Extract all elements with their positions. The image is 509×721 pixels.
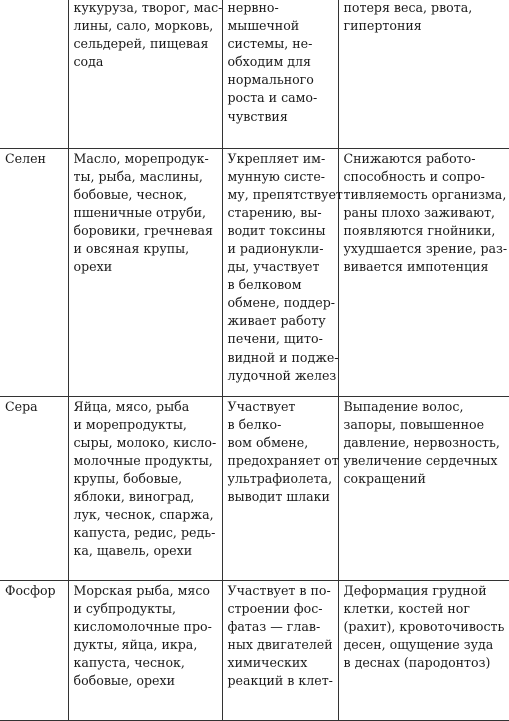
cell-line: бобовые, орехи bbox=[73, 672, 175, 688]
cell-line: кукуруза, творог, мас- bbox=[73, 0, 223, 15]
role-cell bbox=[222, 148, 343, 396]
cell-line: чувствия bbox=[227, 108, 288, 124]
element-cell bbox=[0, 580, 68, 720]
cell-line: Деформация грудной bbox=[343, 582, 487, 598]
cell-line: кисломолочные про- bbox=[73, 618, 212, 634]
cell-line: в белковом bbox=[227, 277, 302, 293]
cell-line: молочные продукты, bbox=[73, 452, 213, 468]
cell-line: лук, чеснок, спаржа, bbox=[73, 507, 214, 523]
cell-line: вом обмене, bbox=[227, 434, 309, 450]
cell-line: орехи bbox=[73, 259, 113, 275]
element-name: Селен bbox=[5, 150, 46, 166]
cell-line: лудочной желез bbox=[227, 367, 337, 383]
cell-line: бобовые, чеснок, bbox=[73, 186, 188, 202]
cell-line: десен, ощущение зуда bbox=[343, 636, 494, 652]
cell-line: (рахит), кровоточивость bbox=[343, 618, 505, 634]
cell-line: и овсяная крупы, bbox=[73, 240, 190, 256]
cell-line: системы, не- bbox=[227, 36, 313, 52]
element-cell bbox=[0, 396, 68, 580]
cell-line: гипертония bbox=[343, 18, 422, 34]
deficiency-cell bbox=[338, 0, 509, 148]
cell-line: тивляемость организма, bbox=[343, 186, 507, 202]
table-row bbox=[0, 580, 509, 720]
cell-line: старению, вы- bbox=[227, 204, 322, 220]
cell-line: нервно- bbox=[227, 0, 279, 15]
sources-cell bbox=[68, 0, 222, 148]
cell-line: мунную систе- bbox=[227, 168, 326, 184]
cell-line: в деснах (пародонтоз) bbox=[343, 654, 491, 670]
cell-line: увеличение сердечных bbox=[343, 452, 498, 468]
cell-line: дукты, яйца, икра, bbox=[73, 636, 198, 652]
cell-line: вивается импотенция bbox=[343, 259, 489, 275]
cell-line: боровики, гречневая bbox=[73, 222, 213, 238]
element-cell bbox=[0, 148, 68, 396]
cell-line: лины, сало, морковь, bbox=[73, 18, 214, 34]
cell-line: появляются гнойники, bbox=[343, 222, 496, 238]
cell-line: обмене, поддер- bbox=[227, 295, 336, 311]
cell-line: Морская рыба, мясо bbox=[73, 582, 210, 598]
cell-line: химических bbox=[227, 654, 308, 670]
cell-line: потеря веса, рвота, bbox=[343, 0, 473, 15]
cell-line: фатаз — глав- bbox=[227, 618, 321, 634]
deficiency-cell bbox=[338, 396, 509, 580]
role-cell bbox=[222, 396, 338, 580]
element-name: Фосфор bbox=[5, 582, 56, 598]
cell-line: предохраняет от bbox=[227, 452, 339, 468]
cell-line: ты, рыба, маслины, bbox=[73, 168, 203, 184]
deficiency-cell bbox=[338, 148, 509, 396]
cell-line: и радионукли- bbox=[227, 240, 324, 256]
element-name: Сера bbox=[5, 398, 38, 414]
cell-line: яблоки, виноград, bbox=[73, 488, 195, 504]
sources-cell bbox=[68, 148, 222, 396]
cell-line: Укрепляет им- bbox=[227, 150, 326, 166]
cell-line: водит токсины bbox=[227, 222, 326, 238]
cell-line: капуста, редис, редь- bbox=[73, 525, 216, 541]
cell-line: му, препятствует bbox=[227, 186, 343, 202]
cell-line: Выпадение волос, bbox=[343, 398, 464, 414]
cell-line: ухудшается зрение, раз- bbox=[343, 240, 508, 256]
role-cell bbox=[222, 580, 338, 720]
cell-line: печени, щито- bbox=[227, 331, 323, 347]
cell-line: способность и сопро- bbox=[343, 168, 485, 184]
cell-line: мышечной bbox=[227, 18, 300, 34]
cell-line: ультрафиолета, bbox=[227, 470, 333, 486]
cell-line: реакций в клет- bbox=[227, 672, 333, 688]
cell-line: Яйца, мясо, рыба bbox=[73, 398, 190, 414]
cell-line: Участвует в по- bbox=[227, 582, 331, 598]
cell-line: сельдерей, пищевая bbox=[73, 36, 209, 52]
table-row bbox=[0, 148, 509, 396]
cell-line: давление, нервозность, bbox=[343, 434, 500, 450]
cell-line: клетки, костей ног bbox=[343, 600, 470, 616]
cell-line: ды, участвует bbox=[227, 259, 320, 275]
cell-line: сыры, молоко, кисло- bbox=[73, 434, 217, 450]
cell-line: выводит шлаки bbox=[227, 488, 330, 504]
sources-cell bbox=[68, 580, 222, 720]
cell-line: в белко- bbox=[227, 416, 282, 432]
cell-line: пшеничные отруби, bbox=[73, 204, 207, 220]
cell-line: роста и само- bbox=[227, 90, 318, 106]
table-row bbox=[0, 396, 509, 580]
cell-line: сокращений bbox=[343, 470, 426, 486]
cell-line: Масло, морепродук- bbox=[73, 150, 209, 166]
cell-line: крупы, бобовые, bbox=[73, 470, 183, 486]
cell-line: и морепродукты, bbox=[73, 416, 187, 432]
cell-line: запоры, повышенное bbox=[343, 416, 485, 432]
deficiency-cell bbox=[338, 580, 509, 720]
cell-line: Снижаются работо- bbox=[343, 150, 476, 166]
cell-line: видной и поджe- bbox=[227, 349, 339, 365]
cell-line: и субпродукты, bbox=[73, 600, 177, 616]
cell-line: обходим для bbox=[227, 54, 311, 70]
element-cell bbox=[0, 0, 68, 148]
cell-line: раны плохо заживают, bbox=[343, 204, 496, 220]
role-cell bbox=[222, 0, 338, 148]
cell-line: нормального bbox=[227, 72, 314, 88]
cell-line: капуста, чеснок, bbox=[73, 654, 185, 670]
cell-line: ка, щавель, орехи bbox=[73, 543, 193, 559]
cell-line: ных двигателей bbox=[227, 636, 333, 652]
cell-line: строении фос- bbox=[227, 600, 323, 616]
table-row bbox=[0, 0, 509, 148]
sources-cell bbox=[68, 396, 222, 580]
cell-line: живает работу bbox=[227, 313, 326, 329]
cell-line: сода bbox=[73, 54, 104, 70]
cell-line: Участвует bbox=[227, 398, 296, 414]
